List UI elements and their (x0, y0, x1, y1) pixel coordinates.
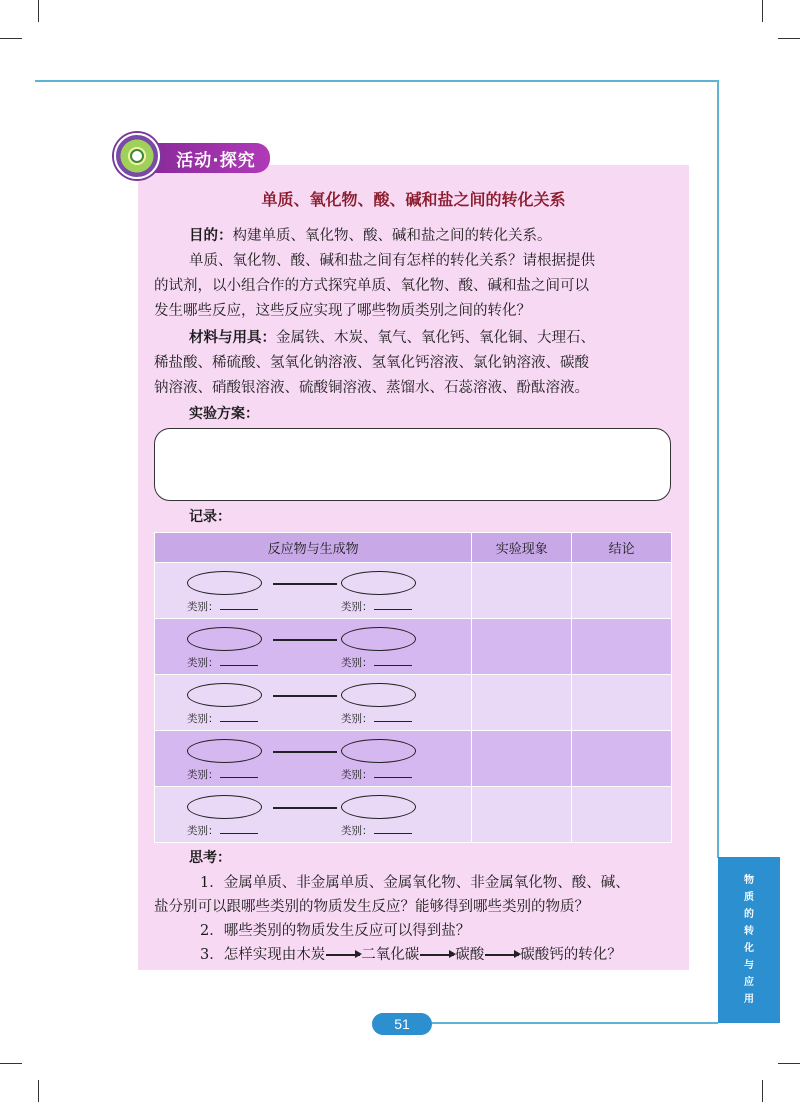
arrow-right-icon (326, 954, 360, 956)
table-row (155, 675, 672, 731)
reaction-cell (155, 563, 472, 619)
question-3-part: 3．怎样实现由木炭 (200, 947, 326, 963)
purpose (189, 224, 689, 249)
conclusion-cell[interactable] (572, 619, 672, 675)
crop-mark (0, 1063, 22, 1064)
badge-label: 活动·探究 (152, 143, 270, 173)
col-header-conclusion: 结论 (572, 533, 672, 563)
materials-label: 材料与用具： (189, 330, 276, 346)
side-tab-char: 转 (744, 925, 754, 937)
page-frame-top (35, 80, 718, 82)
category-label: 类别： (341, 599, 412, 614)
phenomenon-cell[interactable] (472, 731, 572, 787)
conclusion-cell[interactable] (572, 731, 672, 787)
arrow-right-icon (420, 954, 454, 956)
question-3-part: 二氧化碳 (361, 947, 420, 963)
product-oval[interactable] (341, 795, 416, 819)
record-label: 记录： (189, 509, 231, 525)
plan-label: 实验方案： (189, 406, 259, 422)
reactant-oval[interactable] (187, 627, 262, 651)
crop-mark (762, 1080, 763, 1102)
crop-mark (762, 0, 763, 22)
category-label: 类别： (187, 767, 258, 782)
crop-mark (38, 0, 39, 22)
reaction-line (273, 639, 337, 641)
phenomenon-cell[interactable] (472, 619, 572, 675)
reactant-oval[interactable] (187, 683, 262, 707)
question-1-line-1: 1．金属单质、非金属单质、金属氧化物、非金属氧化物、酸、碱、 (200, 875, 630, 891)
side-tab-char: 的 (744, 908, 754, 920)
col-header-reactants: 反应物与生成物 (155, 533, 472, 563)
activity-title: 单质、氧化物、酸、碱和盐之间的转化关系 (261, 190, 566, 209)
category-label: 类别： (187, 655, 258, 670)
arrow-right-icon (485, 954, 519, 956)
side-tab-char: 与 (744, 959, 754, 971)
conclusion-cell[interactable] (572, 787, 672, 843)
chapter-side-tab (718, 857, 780, 1023)
purpose-label: 目的： (189, 228, 233, 244)
product-oval[interactable] (341, 627, 416, 651)
crop-mark (778, 38, 800, 39)
category-label: 类别： (341, 711, 412, 726)
intro-line: 的试剂，以小组合作的方式探究单质、氧化物、酸、碱和盐之间可以 (154, 278, 589, 294)
product-oval[interactable] (341, 571, 416, 595)
table-row (155, 731, 672, 787)
product-oval[interactable] (341, 739, 416, 763)
category-label: 类别： (341, 767, 412, 782)
question-3-part: 碳酸 (455, 947, 485, 963)
question-3-part: 碳酸钙的转化？ (520, 947, 622, 963)
page-number: 51 (372, 1013, 432, 1035)
phenomenon-cell[interactable] (472, 563, 572, 619)
product-oval[interactable] (341, 683, 416, 707)
phenomenon-cell[interactable] (472, 675, 572, 731)
phenomenon-cell[interactable] (472, 787, 572, 843)
side-tab-char: 应 (744, 976, 754, 988)
crop-mark (0, 38, 22, 39)
reactant-oval[interactable] (187, 739, 262, 763)
category-label: 类别： (187, 711, 258, 726)
crop-mark (38, 1080, 39, 1102)
eye-icon (114, 133, 160, 179)
category-label: 类别： (187, 823, 258, 838)
reactant-oval[interactable] (187, 795, 262, 819)
record-table (154, 532, 672, 843)
materials-text: 金属铁、木炭、氧气、氧化钙、氧化铜、大理石、 (276, 330, 595, 346)
reaction-line (273, 751, 337, 753)
materials-line: 钠溶液、硝酸银溶液、硫酸铜溶液、蒸馏水、石蕊溶液、酚酞溶液。 (154, 380, 589, 396)
page-frame-bottom (420, 1022, 718, 1024)
question-2: 2．哪些类别的物质发生反应可以得到盐？ (200, 923, 471, 939)
reaction-cell (155, 675, 472, 731)
materials (189, 326, 689, 351)
intro-line: 发生哪些反应，这些反应实现了哪些物质类别之间的转化？ (154, 303, 531, 319)
materials-line: 稀盐酸、稀硫酸、氢氧化钠溶液、氢氧化钙溶液、氯化钠溶液、碳酸 (154, 355, 589, 371)
table-row (155, 619, 672, 675)
think-label: 思考： (189, 850, 231, 866)
conclusion-cell[interactable] (572, 563, 672, 619)
activity-badge (114, 133, 274, 179)
side-tab-char: 物 (744, 874, 754, 886)
reaction-cell (155, 787, 472, 843)
crop-mark (778, 1063, 800, 1064)
reaction-cell (155, 619, 472, 675)
reaction-line (273, 807, 337, 809)
reaction-line (273, 695, 337, 697)
reaction-line (273, 583, 337, 585)
reactant-oval[interactable] (187, 571, 262, 595)
side-tab-char: 用 (744, 993, 754, 1005)
category-label: 类别： (341, 823, 412, 838)
side-tab-char: 化 (744, 942, 754, 954)
plan-input-box[interactable] (154, 428, 671, 501)
table-row (155, 563, 672, 619)
col-header-phenomenon: 实验现象 (472, 533, 572, 563)
conclusion-cell[interactable] (572, 675, 672, 731)
purpose-text: 构建单质、氧化物、酸、碱和盐之间的转化关系。 (232, 228, 552, 244)
table-row (155, 787, 672, 843)
intro-line: 单质、氧化物、酸、碱和盐之间有怎样的转化关系？请根据提供 (189, 253, 595, 269)
reaction-cell (155, 731, 472, 787)
side-tab-char: 质 (744, 891, 754, 903)
question-1-line-2: 盐分别可以跟哪些类别的物质发生反应？能够得到哪些类别的物质？ (154, 899, 589, 915)
category-label: 类别： (341, 655, 412, 670)
page-frame-right (717, 80, 719, 858)
question-3 (200, 943, 622, 967)
category-label: 类别： (187, 599, 258, 614)
